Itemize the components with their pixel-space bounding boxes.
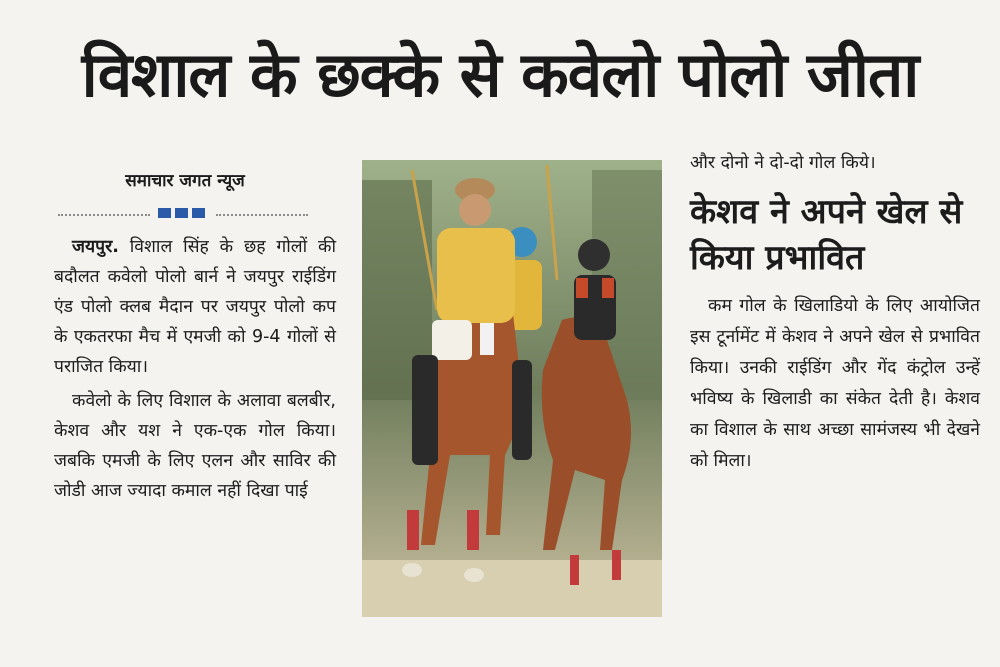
headline: विशाल के छक्के से कवेलो पोलो जीता bbox=[81, 38, 919, 111]
left-column bbox=[54, 232, 336, 510]
right-column bbox=[690, 148, 980, 477]
dateline: जयपुर. bbox=[72, 237, 119, 257]
continued-text: और दोनो ने दो-दो गोल किये। bbox=[690, 153, 876, 173]
byline-divider-right bbox=[216, 214, 308, 216]
byline-ornament bbox=[158, 208, 205, 218]
subheading: केशव ने अपने खेल से किया प्रभावित bbox=[690, 192, 963, 278]
polo-match-photo bbox=[362, 160, 662, 617]
byline: समाचार जगत न्यूज bbox=[125, 171, 245, 191]
article-paragraph-2: कवेलो के लिए विशाल के अलावा बलबीर, केशव और यश ने एक-एक गोल किया। जबकि एमजी के लिए एलन और साविर की जोडी आज ज्यादा कमाल नहीं दिखा पाई bbox=[54, 391, 336, 501]
article-paragraph-3: कम गोल के खिलाडियो के लिए आयोजित इस टूर्नामेंट में केशव ने अपने खेल से प्रभावित किया। उनकी राईडिंग और गेंद कंट्रोल उन्हें भविष्य के खिलाडी का संकेत देती है। केशव का विशाल के साथ अच्छा सामंजस्य भी देखने को मिला। bbox=[690, 296, 980, 471]
paragraph-1-text: विशाल सिंह के छह गोलों की बदौलत कवेलो पोलो बार्न ने जयपुर राईडिंग एंड पोलो क्लब मैदान पर जयपुर पोलो कप के एकतरफा मैच में एमजी को 9-4 गोलों से पराजित किया। bbox=[54, 237, 336, 377]
article-paragraph-1 bbox=[54, 232, 336, 382]
byline-divider-left bbox=[58, 214, 150, 216]
